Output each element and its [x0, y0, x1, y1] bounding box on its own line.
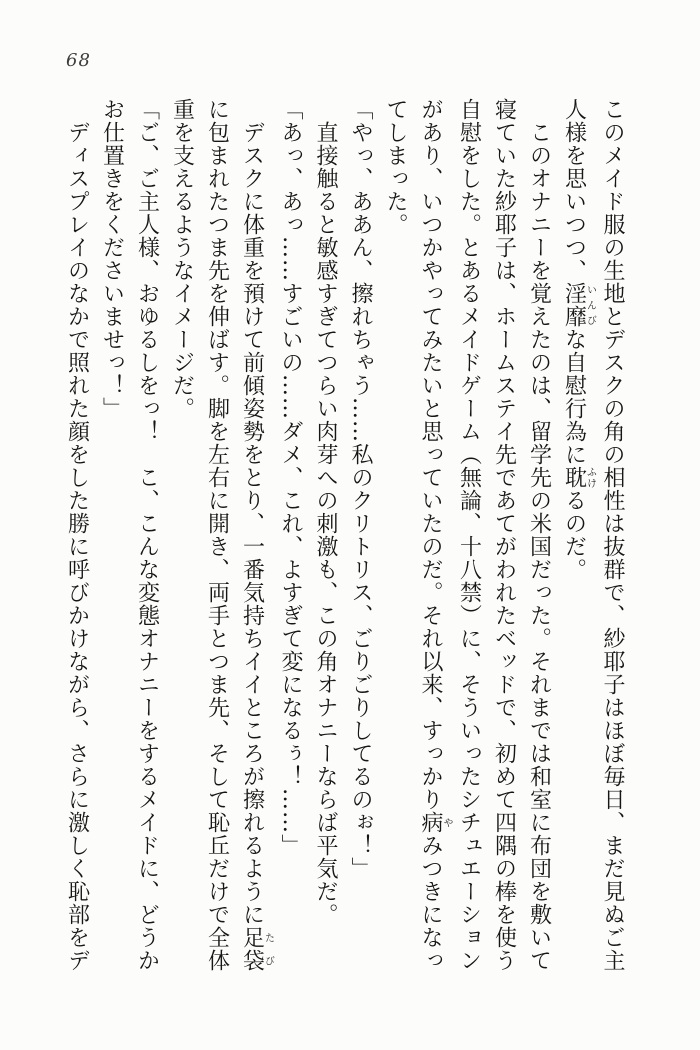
text-block [60, 98, 631, 1013]
text-column: があり、いつかやってみたいと思っていたのだ。それ以来、すっかり病やみつきになっ [418, 98, 452, 972]
furigana-ruby: 淫靡いんび [561, 282, 596, 328]
text-column: デスクに体重を預けて前傾姿勢をとり、一番気持ちイイところが擦れるように足袋たび [239, 121, 274, 972]
text-column: 「ご、ご主人様、おゆるしをっ！ こ、こんな変態オナニーをするメイドに、どうか [134, 98, 160, 972]
text-column: 重を支えるようなイメージだ。 [169, 98, 195, 420]
page-number: 68 [66, 50, 91, 71]
text-column: ディスプレイのなかで照れた顔をした勝に呼びかけながら、さらに激しく恥部をデ [64, 121, 90, 972]
text-column: このオナニーを覚えたのは、留学先の米国だった。それまでは和室に布団を敷いて [526, 121, 552, 972]
text-column: 人様を思いつつ、淫靡いんびな自慰行為に耽ふけるのだ。 [561, 98, 596, 581]
text-column: 直接触ると敏感すぎてつらい肉芽への刺激も、この角オナニーならば平気だ。 [313, 121, 338, 926]
text-column: 自慰をした。とあるメイドゲーム（無論、十八禁）に、そういったシチュエーション [456, 98, 482, 972]
furigana-ruby: 病や [418, 811, 452, 834]
text-column: 「あっ、あっ……すごいの……ダメ、これ、よすぎて変になるぅ！……」 [278, 98, 303, 857]
text-column: 寝ていた紗耶子は、ホームステイ先であてがわれたベッドで、初めて四隅の棒を使う [491, 98, 517, 972]
text-column: に包まれたつま先を伸ばす。脚を左右に開き、両手とつま先、そして恥丘だけで全体 [204, 98, 230, 972]
furigana-ruby: 耽ふけ [561, 466, 596, 489]
text-column: このメイド服の生地とデスクの角の相性は抜群で、紗耶子はほぼ毎日、まだ見ぬご主 [600, 98, 625, 972]
text-column: 「やっ、ああん、擦れちゃう……私のクリトリス、ごりごりしてるのぉ！」 [348, 98, 373, 880]
furigana-ruby: 足袋たび [239, 926, 274, 972]
text-column: お仕置きをくださいませっ！」 [99, 98, 125, 420]
text-column: てしまった。 [383, 98, 408, 236]
